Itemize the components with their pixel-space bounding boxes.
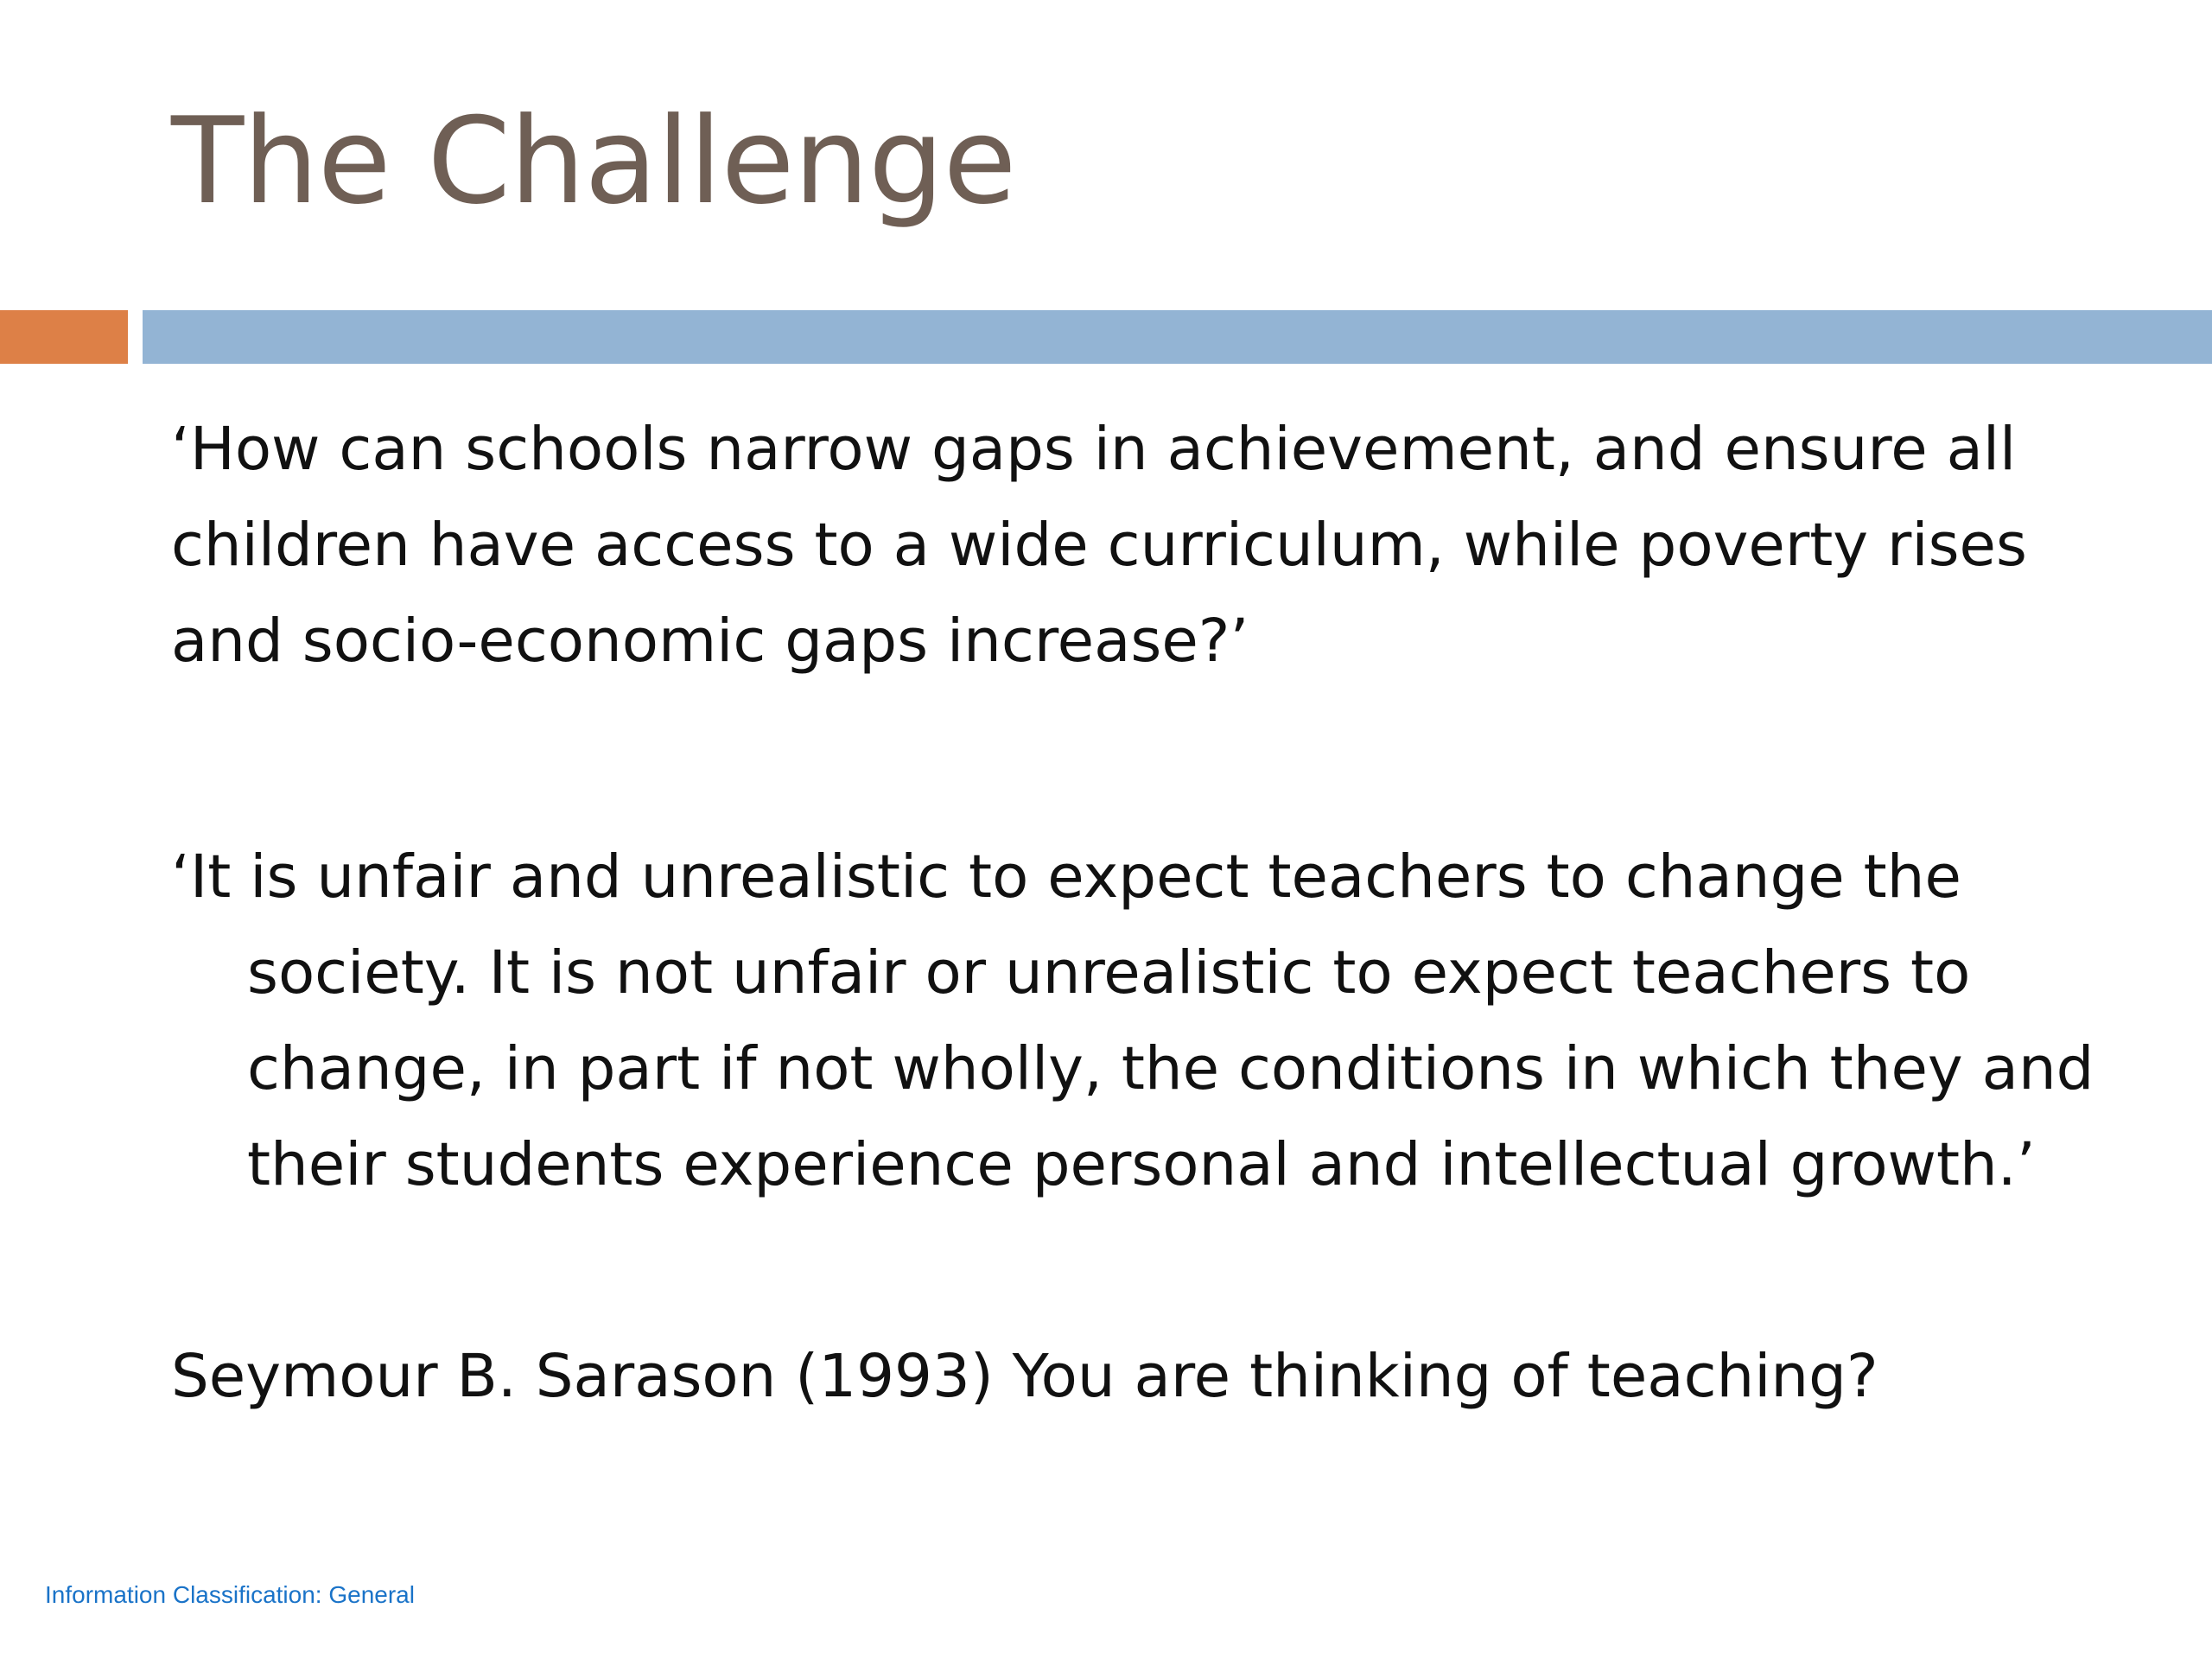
quote-sarason: ‘It is unfair and unrealistic to expect teachers to change the society. It is not unfair or unrealistic to expect teachers to change, in part if not wholly, the conditions in which they and their students experience personal and intellectual growth.’	[171, 842, 2094, 1199]
classification-label: Information Classification: General	[45, 1581, 415, 1608]
quote-achievement-gaps: ‘How can schools narrow gaps in achievement, and ensure all children have access to a wide curriculum, while poverty rises and socio-economic gaps increase?’	[171, 415, 2027, 676]
quote-citation: Seymour B. Sarason (1993) You are thinking of teaching?	[171, 1342, 1878, 1411]
accent-bar	[0, 310, 128, 364]
header-rule-bar	[143, 310, 2212, 364]
slide-title: The Challenge	[171, 92, 1016, 231]
